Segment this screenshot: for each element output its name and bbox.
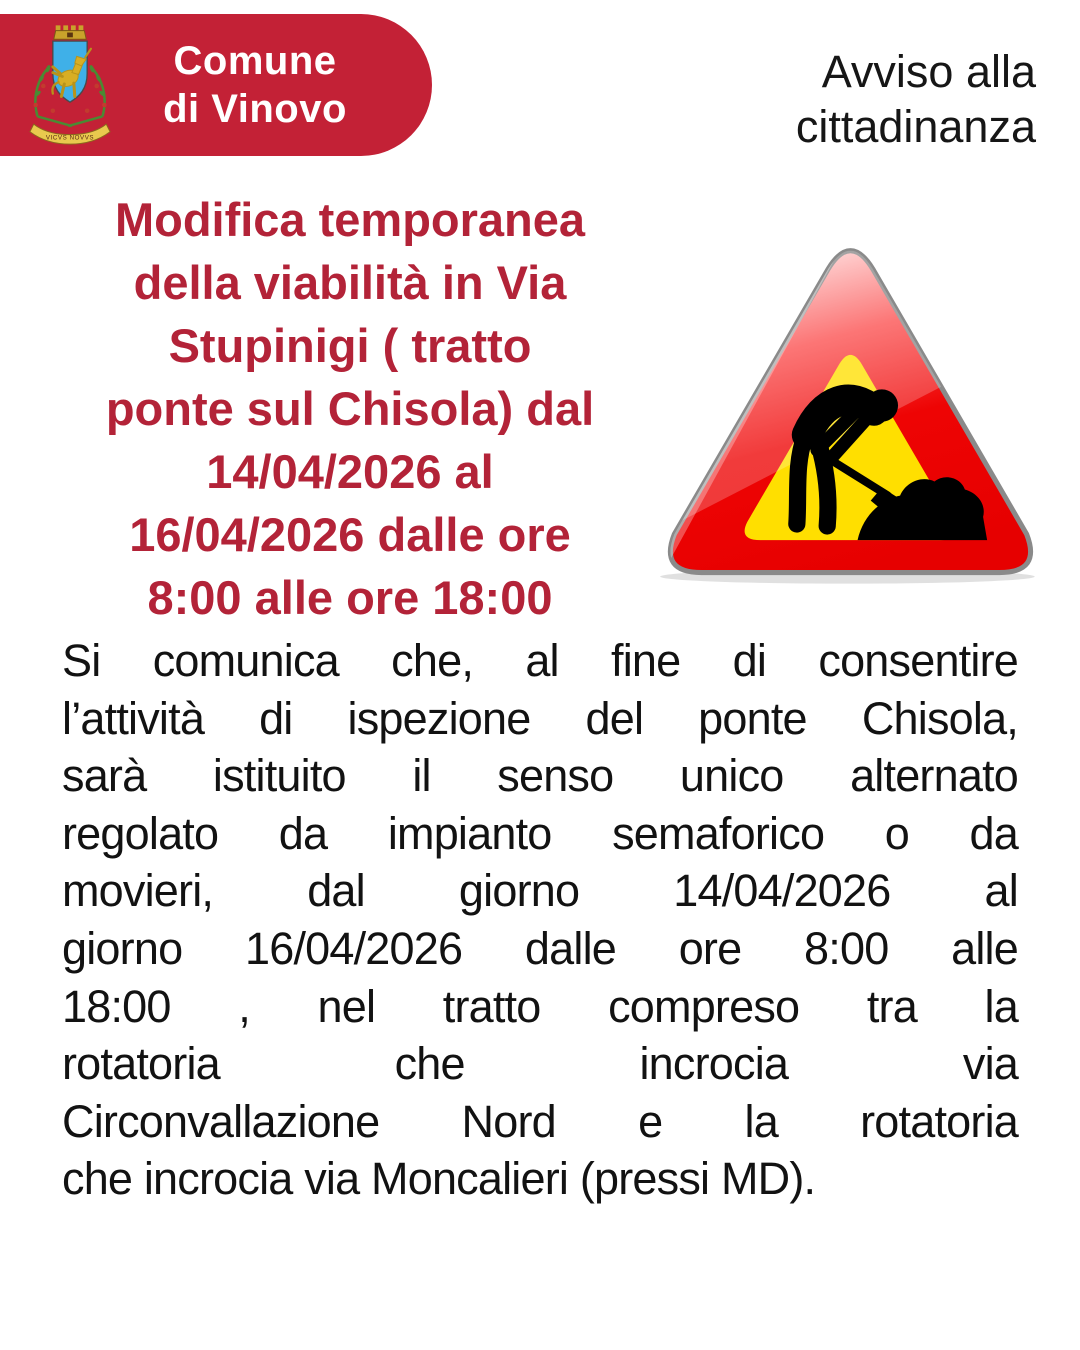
text-line: Comune (173, 39, 337, 83)
text-line: Circonvallazione Nord e la rotatoria (62, 1095, 1018, 1147)
text-line: di Vinovo (163, 87, 347, 131)
text-line: Stupinigi ( tratto (168, 319, 532, 372)
text-line: 14/04/2026 al (206, 445, 494, 498)
banner-title (116, 14, 394, 156)
text-line: sarà istituito il senso unico alternato (62, 750, 1018, 802)
text-line: l’attività di ispezione del ponte Chisola, (62, 692, 1018, 744)
municipality-banner (0, 14, 432, 156)
text-line: 8:00 alle ore 18:00 (147, 571, 553, 624)
text-line: 18:00 , nel tratto compreso tra la (62, 980, 1018, 1032)
vinovo-coat-of-arms-icon (22, 23, 118, 147)
text-line: della viabilità in Via (133, 256, 567, 309)
text-line: cittadinanza (795, 101, 1036, 152)
headline (52, 188, 648, 629)
text-line: rotatoria che incrocia via (62, 1038, 1018, 1090)
text-line: che incrocia via Moncalieri (pressi MD). (62, 1153, 816, 1205)
text-line: Modifica temporanea (114, 193, 586, 246)
notice-body (62, 632, 1018, 1208)
text-line: Si comunica che, al fine di consentire (62, 635, 1018, 686)
text-line: 16/04/2026 dalle ore (129, 508, 571, 561)
text-line: movieri, dal giorno 14/04/2026 al (62, 865, 1018, 917)
notice-label (796, 44, 1036, 154)
crown-window (67, 33, 73, 38)
text-line: Avviso alla (821, 46, 1036, 97)
text-line: regolato da impianto semaforico o da (62, 807, 1018, 859)
text-line: ponte sul Chisola) dal (105, 382, 595, 435)
text-line: giorno 16/04/2026 dalle ore 8:00 alle (62, 922, 1018, 974)
motto-text: VICVS NOVVS (45, 134, 95, 142)
men-at-work-sign-icon (645, 220, 1060, 585)
